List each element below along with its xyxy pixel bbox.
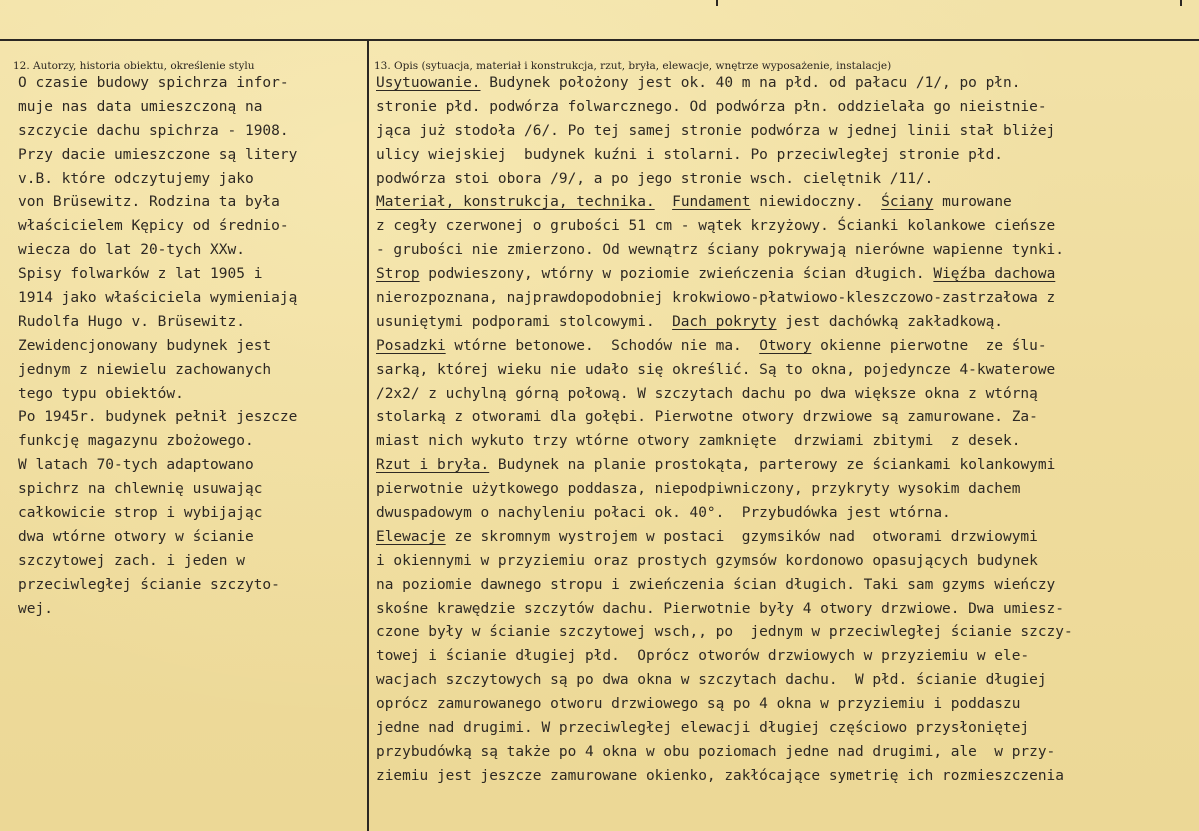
history-text-line: wiecza do lat 20-tych XXw. (18, 242, 245, 259)
text-segment: stronie płd. podwórza folwarcznego. Od podwórza płn. oddzielała go nieistnie- (376, 98, 1047, 115)
text-segment: podwórza stoi obora /9/, a po jego stronie wsch. cielętnik /11/. (376, 170, 934, 187)
section-heading: Posadzki (376, 337, 446, 354)
section-heading: Rzut i bryła. (376, 457, 490, 474)
description-text-line (376, 311, 1194, 335)
history-text-line: przeciwległej ścianie szczyto- (18, 576, 280, 593)
history-text-line: v.B. które odczytujemy jako (18, 170, 254, 187)
text-segment: ulicy wiejskiej budynek kuźni i stolarni. Po przeciwległej stronie płd. (376, 146, 1004, 163)
history-text-line: Przy dacie umieszczone są litery (18, 146, 298, 163)
history-text-line: von Brüsewitz. Rodzina ta była (18, 194, 280, 211)
text-segment: /2x2/ z uchylną górną połową. W szczytach dachu po dwa większe okna z wtórną (376, 385, 1038, 402)
description-text-line (376, 383, 1194, 407)
description-text-line (376, 406, 1194, 430)
history-text-line: funkcję magazynu zbożowego. (18, 433, 254, 450)
text-segment: sarką, której wieku nie udało się określić. Są to okna, pojedyncze 4-kwaterowe (376, 361, 1056, 378)
description-text-line (376, 359, 1194, 383)
text-segment: wtórne betonowe. Schodów nie ma. (445, 337, 760, 354)
description-text-line (376, 765, 1194, 789)
description-text-line (376, 717, 1194, 741)
description-text-line (376, 263, 1194, 287)
section-heading: Więźba dachowa (933, 266, 1056, 283)
description-text-line (376, 215, 1194, 239)
description-text-line (376, 502, 1194, 526)
history-text-line: dwa wtórne otwory w ścianie (18, 528, 254, 545)
form-top-tick-right (1180, 0, 1182, 6)
text-segment: miast nich wykuto trzy wtórne otwory zamknięte drzwiami zbitymi z desek. (376, 433, 1021, 450)
text-segment: jąca już stodoła /6/. Po tej samej stronie podwórza w jednej linii stał bliżej (376, 122, 1056, 139)
description-text-line (376, 430, 1194, 454)
history-text-line: Po 1945r. budynek pełnił jeszcze (18, 409, 298, 426)
text-segment (655, 194, 672, 210)
history-text-line: szczytowej zach. i jeden w (18, 552, 245, 569)
field-12-header: 12. Autorzy, historia obiektu, określenie stylu (13, 60, 255, 72)
history-text-line: całkowicie strop i wybijając (18, 505, 263, 522)
history-text-line: szczycie dachu spichrza - 1908. (18, 122, 289, 139)
description-text-line (376, 598, 1194, 622)
text-segment: - grubości nie zmierzono. Od wewnątrz ściany pokrywają nierówne wapienne tynki. (376, 242, 1064, 259)
description-text-line (376, 287, 1194, 311)
history-text-line: O czasie budowy spichrza infor- (18, 75, 289, 91)
history-text-line: wej. (18, 600, 53, 617)
history-text-line: muje nas data umieszczoną na (18, 98, 263, 115)
form-top-border (0, 39, 1199, 41)
history-text-line: W latach 70-tych adaptowano (18, 457, 254, 474)
description-text-line (376, 191, 1194, 215)
text-segment: ziemiu jest jeszcze zamurowane okienko, zakłócające symetrię ich rozmieszczenia (376, 767, 1064, 784)
history-text-line: tego typu obiektów. (18, 385, 184, 402)
text-segment: jedne nad drugimi. W przeciwległej elewacji długiej częściowo przysłoniętej (376, 720, 1030, 737)
text-segment: niewidoczny. (750, 194, 882, 211)
description-text-line (376, 526, 1194, 550)
history-text-line: Rudolfa Hugo v. Brüsewitz. (18, 313, 245, 330)
description-text-line (376, 144, 1194, 168)
text-segment: pierwotnie użytkowego poddasza, niepodpiwniczony, przykryty wysokim dachem (376, 481, 1021, 498)
section-heading: Elewacje (376, 528, 446, 545)
section-heading: Fundament (672, 194, 751, 211)
form-top-tick-left (716, 0, 718, 6)
section-heading: Strop (376, 266, 420, 283)
history-text-line: Zewidencjonowany budynek jest (18, 337, 272, 354)
section-heading: Otwory (759, 337, 812, 354)
history-text-line: właścicielem Kępicy od średnio- (18, 218, 289, 235)
text-segment: z cegły czerwonej o grubości 51 cm - wątek krzyżowy. Ścianki kolankowe cieńsze (376, 218, 1056, 235)
description-text-line (376, 120, 1194, 144)
section-heading: Usytuowanie. (376, 75, 481, 91)
column-divider (367, 39, 369, 831)
text-segment: ze skromnym wystrojem w postaci gzymsików nad otworami drzwiowymi (445, 528, 1038, 545)
text-segment: stolarką z otworami dla gołębi. Pierwotne otwory drzwiowe są zamurowane. Za- (376, 409, 1038, 426)
description-text-line (376, 239, 1194, 263)
description-text-line (376, 574, 1194, 598)
text-segment: skośne krawędzie szczytów dachu. Pierwotnie były 4 otwory drzwiowe. Dwa umiesz- (376, 600, 1064, 617)
text-segment: przybudówką są także po 4 okna w obu poziomach jedne nad drugimi, ale w przy- (376, 743, 1056, 760)
description-text-line (376, 335, 1194, 359)
history-text-line: jednym z niewielu zachowanych (18, 361, 272, 378)
description-text-line (376, 72, 1194, 96)
description-text-line (376, 550, 1194, 574)
text-segment: nierozpoznana, najprawdopodobniej krokwiowo-płatwiowo-kleszczowo-zastrzałowa z (376, 290, 1056, 307)
text-segment: usuniętymi podporami stolcowymi. (376, 313, 673, 330)
history-text-line: Spisy folwarków z lat 1905 i (18, 266, 263, 283)
history-text-column (18, 72, 363, 621)
section-heading: Dach pokryty (672, 313, 777, 330)
text-segment: Budynek na planie prostokąta, parterowy ze ściankami kolankowymi (489, 457, 1056, 474)
text-segment: dwuspadowym o nachyleniu połaci ok. 40°. Przybudówka jest wtórna. (376, 505, 951, 522)
text-segment: czone były w ścianie szczytowej wsch,, po jednym w przeciwległej ścianie szczy- (376, 624, 1073, 641)
text-segment: i okiennymi w przyziemiu oraz prostych gzymsów kordonowo opasujących budynek (376, 552, 1038, 569)
text-segment: towej i ścianie długiej płd. Oprócz otworów drzwiowych w przyziemiu w ele- (376, 648, 1030, 665)
description-text-line (376, 478, 1194, 502)
text-segment: jest dachówką zakładkową. (776, 313, 1004, 330)
text-segment: podwieszony, wtórny w poziomie zwieńczenia ścian długich. (419, 266, 934, 283)
history-text-line: 1914 jako właściciela wymieniają (18, 290, 298, 307)
description-text-line (376, 693, 1194, 717)
section-heading: Ściany (881, 194, 934, 211)
description-text-line (376, 645, 1194, 669)
field-13-header: 13. Opis (sytuacja, materiał i konstrukcja, rzut, bryła, elewacje, wnętrze wyposażenie, instalacje) (374, 60, 892, 72)
description-text-line (376, 454, 1194, 478)
text-segment: Budynek położony jest ok. 40 m na płd. od pałacu /1/, po płn. (480, 75, 1021, 91)
description-text-column (376, 72, 1196, 789)
description-text-line (376, 96, 1194, 120)
description-text-line (376, 168, 1194, 192)
text-segment: oprócz zamurowanego otworu drzwiowego są po 4 okna w przyziemiu i poddaszu (376, 696, 1021, 713)
text-segment: murowane (933, 194, 1012, 211)
history-text-line: spichrz na chlewnię usuwając (18, 481, 263, 498)
text-segment: wacjach szczytowych są po dwa okna w szczytach dachu. W płd. ścianie długiej (376, 672, 1047, 689)
description-text-line (376, 741, 1194, 765)
section-heading: Materiał, konstrukcja, technika. (376, 194, 655, 211)
description-text-line (376, 621, 1194, 645)
text-segment: okienne pierwotne ze ślu- (811, 337, 1047, 354)
description-text-line (376, 669, 1194, 693)
text-segment: na poziomie dawnego stropu i zwieńczenia ścian długich. Taki sam gzyms wieńczy (376, 576, 1056, 593)
